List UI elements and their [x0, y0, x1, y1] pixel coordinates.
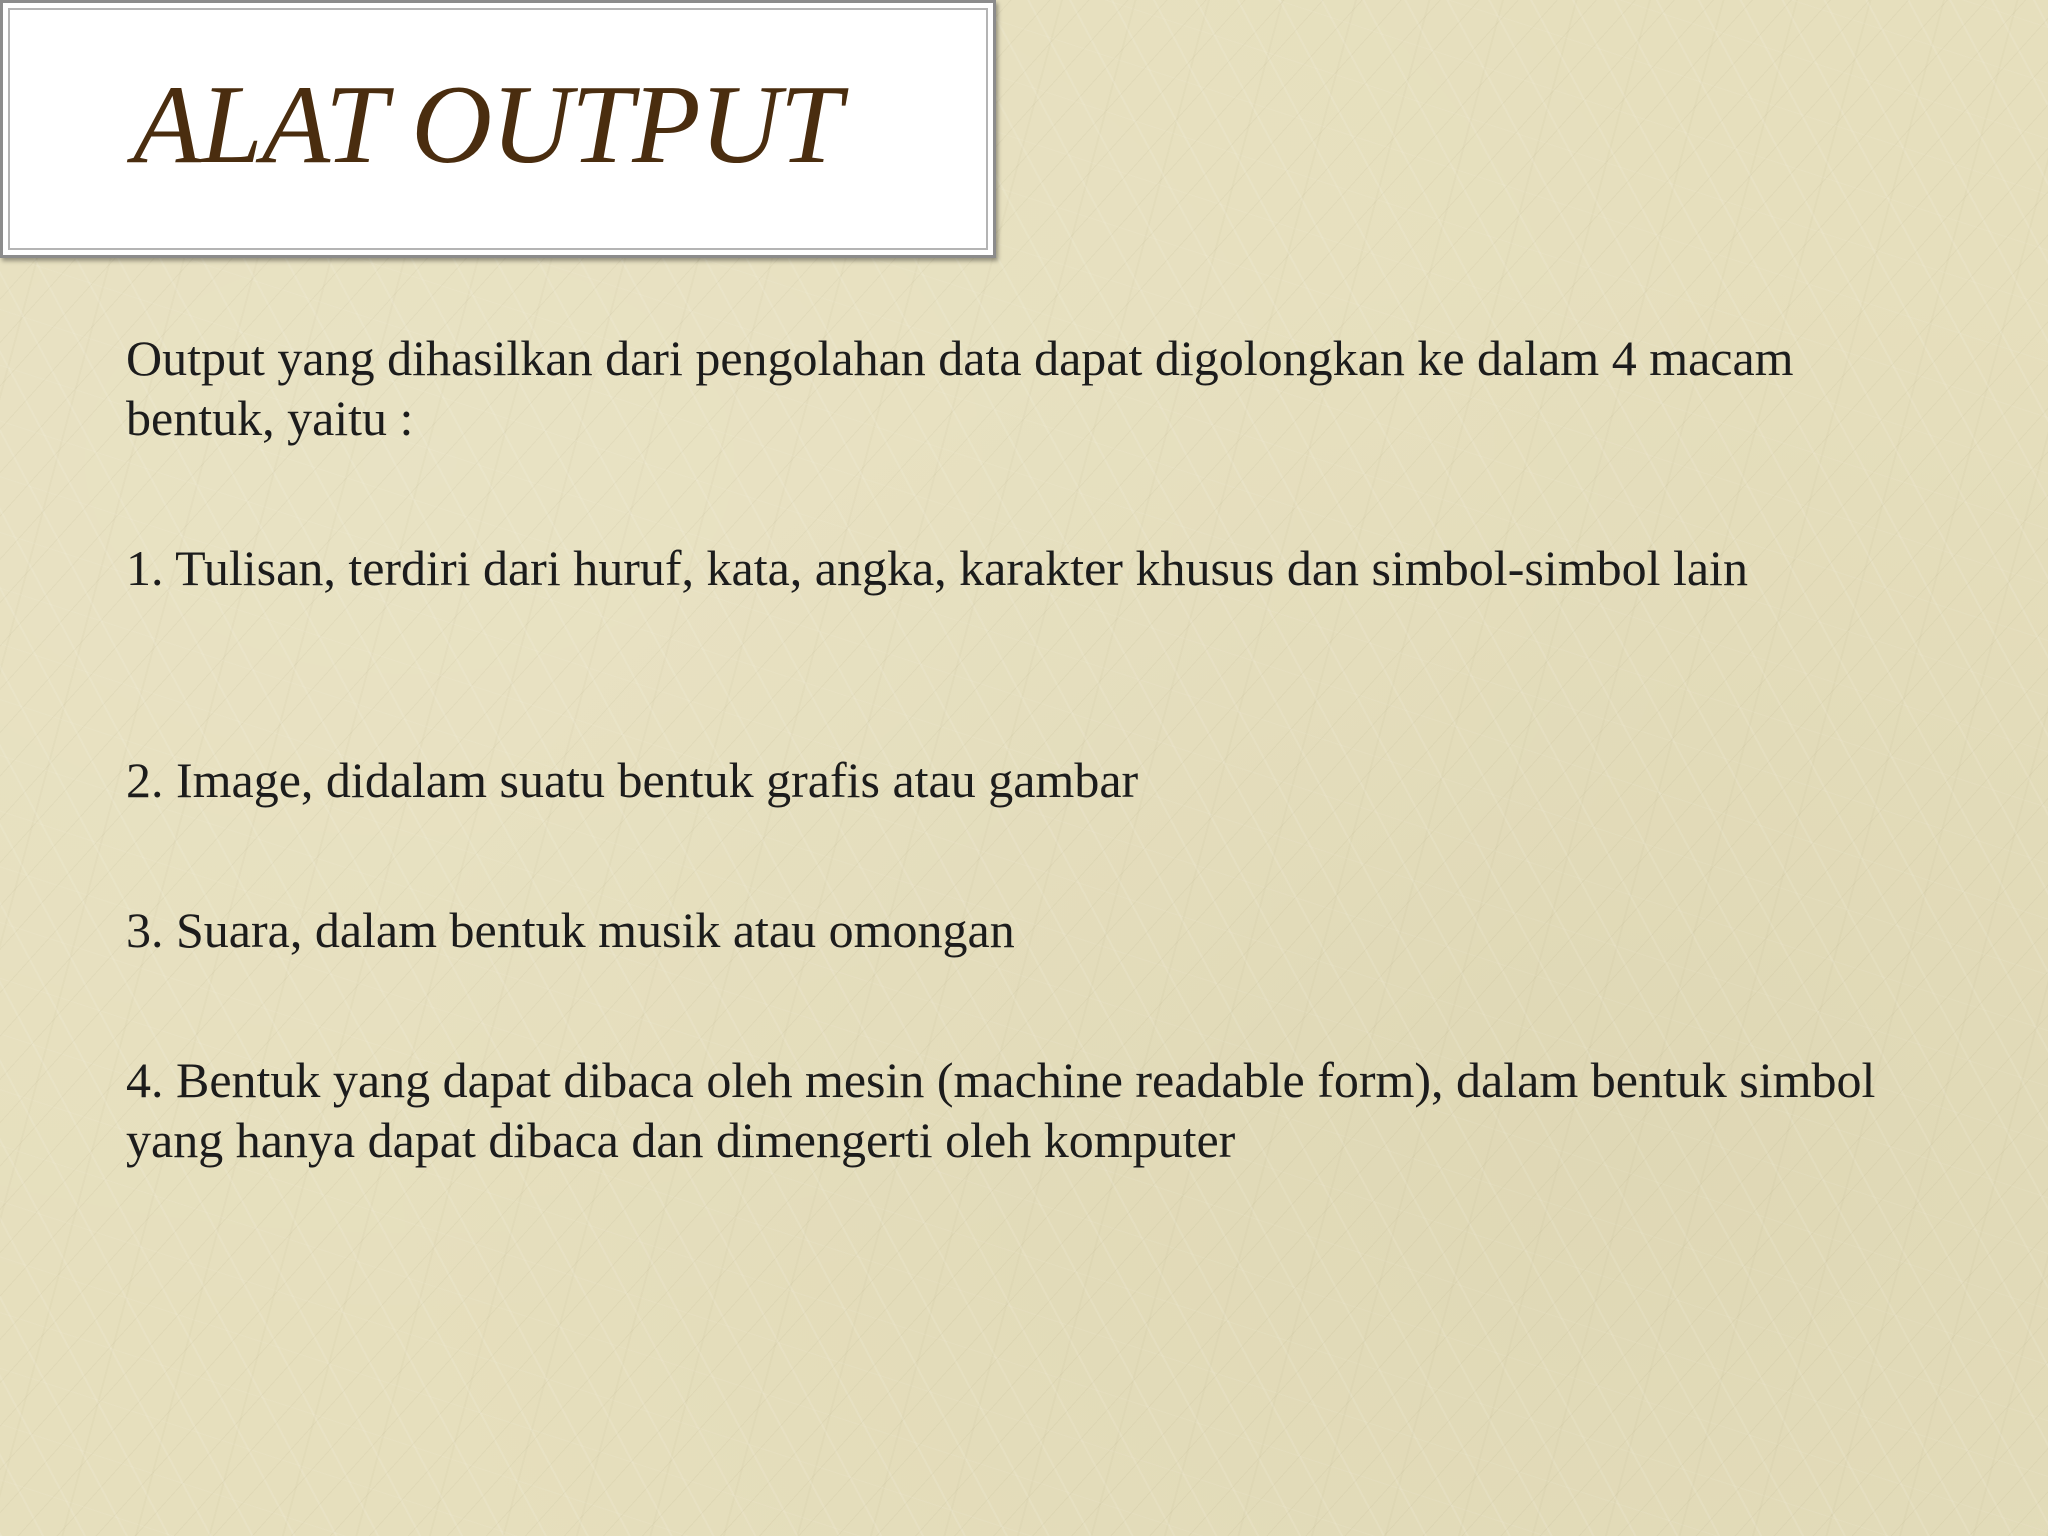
intro-paragraph: Output yang dihasilkan dari pengolahan data dapat digolongkan ke dalam 4 macam bentuk, yaitu : [126, 330, 1794, 446]
slide-title: ALAT OUTPUT [133, 63, 841, 187]
title-box [0, 0, 996, 258]
list-item-2: 2. Image, didalam suatu bentuk grafis atau gambar [126, 752, 1139, 808]
list-item-3: 3. Suara, dalam bentuk musik atau omongan [126, 902, 1015, 958]
list-item-4: 4. Bentuk yang dapat dibaca oleh mesin (machine readable form), dalam bentuk simbol yang hanya dapat dibaca dan dimengerti oleh komputer [126, 1052, 1876, 1168]
list-item-1: 1. Tulisan, terdiri dari huruf, kata, angka, karakter khusus dan simbol-simbol lain [126, 540, 1748, 596]
